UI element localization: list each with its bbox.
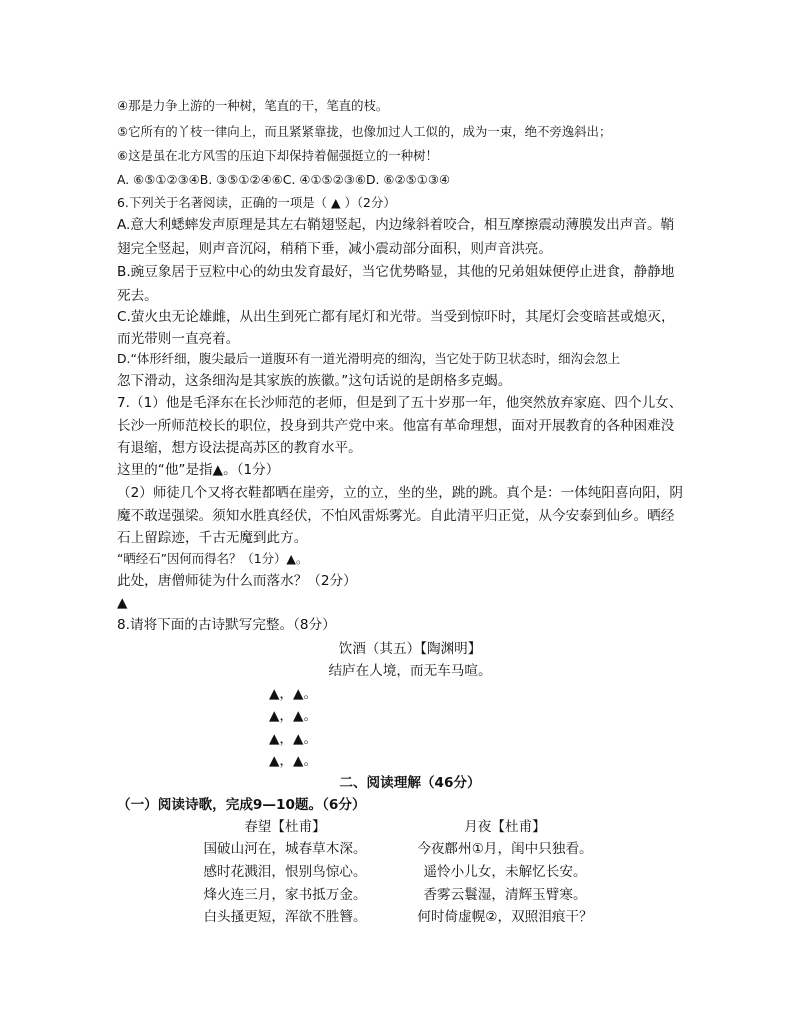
- text-line: 而光带则一直亮着。: [117, 331, 240, 347]
- option-line: A. ⑥⑤①②③④B. ③⑤①②④⑥C. ④①⑤②③⑥D. ⑥②⑤①③④: [117, 172, 451, 187]
- text-line: A.意大利蟋蟀发声原理是其左右鞘翅竖起，内边缘斜着咬合，相互摩擦震动薄膜发出声音。鞘: [117, 217, 675, 233]
- text-line: D.“体形纤细，腹尖最后一道腹环有一道光滑明亮的细沟，当它处于防卫状态时，细沟会忽上: [117, 351, 621, 366]
- poem-line: 今夜鄜州①月，闺中只独看。: [417, 841, 593, 857]
- text-line: ⑥这是虽在北方风雪的压迫下却保持着倔强挺立的一种树！: [117, 148, 438, 163]
- text-line: 此处，唐僧师徒为什么而落水？（2分）: [117, 573, 357, 589]
- answer-marker: ▲: [117, 595, 128, 611]
- text-line: ⑤它所有的丫枝一律向上，而且紧紧靠拢，也像加过人工似的，成为一束，绝不旁逸斜出；: [117, 124, 612, 139]
- text-line: 石上留踪迹，千古无魔到此方。: [117, 530, 308, 546]
- question-6: 6.下列关于名著阅读，正确的一项是（ ▲ ）（2分）: [117, 195, 396, 210]
- text-line: B.豌豆象居于豆粒中心的幼虫发育最好，当它优势略显，其他的兄弟姐妹便停止进食，静静地: [117, 264, 675, 280]
- section-heading: 二、阅读理解（46分）: [339, 775, 481, 791]
- text-line: ④那是力争上游的一种树，笔直的干，笔直的枝。: [117, 98, 389, 113]
- poem-line: 遥怜小儿女，未解忆长安。: [423, 864, 587, 880]
- text-line: 长沙一所师范校长的职位，投身到共产党中来。他富有革命理想，面对开展教育的各种困难没: [117, 418, 675, 434]
- section-subheading: （一）阅读诗歌，完成9—10题。（6分）: [117, 797, 366, 813]
- text-line: 忽下滑动，这条细沟是其家族的族徽。”这句话说的是朗格多克蝎。: [117, 373, 512, 389]
- poem-title: 春望【杜甫】: [244, 819, 326, 835]
- poem-blank: ▲，▲。: [268, 708, 318, 724]
- text-line: 死去。: [117, 288, 158, 304]
- poem-blank: ▲，▲。: [268, 753, 318, 769]
- poem-line: 何时倚虚幌②，双照泪痕干？: [417, 909, 593, 925]
- text-line: 翅完全竖起，则声音沉闷，稍稍下垂，减小震动部分面积，则声音洪亮。: [117, 241, 552, 257]
- poem-line: 烽火连三月，家书抵万金。: [203, 887, 367, 903]
- poem-title: 月夜【杜甫】: [464, 819, 546, 835]
- poem-line: 香雾云鬟湿，清辉玉臂寒。: [423, 887, 587, 903]
- poem-blank: ▲，▲。: [268, 731, 318, 747]
- text-line: （2）师徒几个又将衣鞋都晒在崖旁，立的立，坐的坐，跳的跳。真个是：一体纯阳喜向阳，阴: [117, 485, 683, 501]
- poem-line: 感时花溅泪，恨别鸟惊心。: [203, 864, 367, 880]
- poem-line: 白头搔更短，浑欲不胜簪。: [203, 909, 367, 925]
- text-line: C.萤火虫无论雄雌，从出生到死亡都有尾灯和光带。当受到惊吓时，其尾灯会变暗甚或熄灭，: [117, 309, 675, 325]
- text-line: 这里的“他”是指▲。（1分）: [117, 462, 280, 478]
- text-line: “晒经石”因何而得名？（1分）▲。: [117, 551, 309, 566]
- question-8: 8.请将下面的古诗默写完整。（8分）: [117, 617, 336, 633]
- text-line: 有退缩，想方设法提高苏区的教育水平。: [117, 440, 362, 456]
- poem-line: 国破山河在，城春草木深。: [203, 841, 367, 857]
- poem-blank: ▲，▲。: [268, 686, 318, 702]
- poem-title: 饮酒（其五）【陶渊明】: [338, 641, 482, 657]
- poem-line: 结庐在人境，而无车马喧。: [328, 663, 492, 679]
- question-7: 7.（1）他是毛泽东在长沙师范的老师，但是到了五十岁那一年，他突然放弃家庭、四个儿女、: [117, 395, 683, 411]
- text-line: 魔不敢逞强梁。须知水胜真经伏，不怕风雷烁雾光。自此清平归正觉，从今安泰到仙乡。晒经: [117, 508, 675, 524]
